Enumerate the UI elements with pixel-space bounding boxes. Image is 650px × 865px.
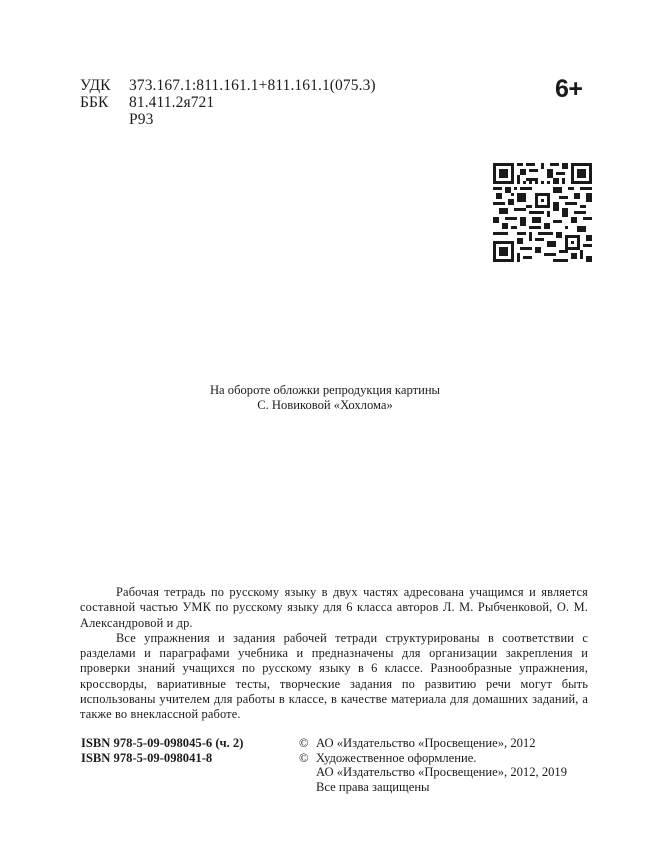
qr-code-icon xyxy=(493,163,592,262)
annotation-paragraph: Рабочая тетрадь по русскому языку в двух частях адресована учащимся и является составной частью УМК по русскому языку для 6 класса авторов Л. М. Рыбченковой, О. М. Александровой и др. xyxy=(80,585,588,630)
bbk-row xyxy=(80,94,376,111)
copyright-icon: © xyxy=(299,750,309,765)
annotation-paragraph: Все упражнения и задания рабочей тетради структурированы в соответствии с разделами и параграфами учебника и предназначены для организации закрепления и проверки знаний учащихся по русскому языку в 6 классе. Разнообразные упражнения, кроссворды, вариативные тесты, творческие задания по развитию речи могут быть использованы учителем для работы в классе, в качестве материала для домашних заданий, а также во внеклассной работе. xyxy=(80,630,588,722)
copyright-line: © Художественное оформление. xyxy=(299,750,477,765)
annotation xyxy=(80,585,588,723)
classification-block xyxy=(80,77,376,128)
copyright-line: АО «Издательство «Просвещение», 2012, 2019 xyxy=(316,765,568,779)
copyright-icon: © xyxy=(299,736,309,750)
isbn-line: ISBN 978-5-09-098045-6 (ч. 2) xyxy=(81,736,244,750)
udk-row xyxy=(80,77,376,94)
cover-note-line: С. Новиковой «Хохлома» xyxy=(257,397,393,412)
bbk-value: 81.411.2я721 xyxy=(129,94,215,111)
cover-note xyxy=(130,383,520,412)
copyright-line: © АО «Издательство «Просвещение», 2012 xyxy=(299,736,536,750)
author-mark: Р93 xyxy=(129,111,154,128)
isbn-line: ISBN 978-5-09-098041-8 xyxy=(81,750,213,765)
cover-note-line: На обороте обложки репродукция картины xyxy=(209,383,441,397)
age-rating: 6+ xyxy=(555,75,583,103)
copyright-block xyxy=(299,736,567,794)
author-mark-row xyxy=(80,111,376,128)
udk-value: 373.167.1:811.161.1+811.161.1(075.3) xyxy=(129,77,376,94)
isbn-block xyxy=(81,736,243,765)
udk-label: УДК xyxy=(80,77,111,94)
bbk-label: ББК xyxy=(80,94,109,111)
rights-reserved: Все права защищены xyxy=(316,779,430,794)
